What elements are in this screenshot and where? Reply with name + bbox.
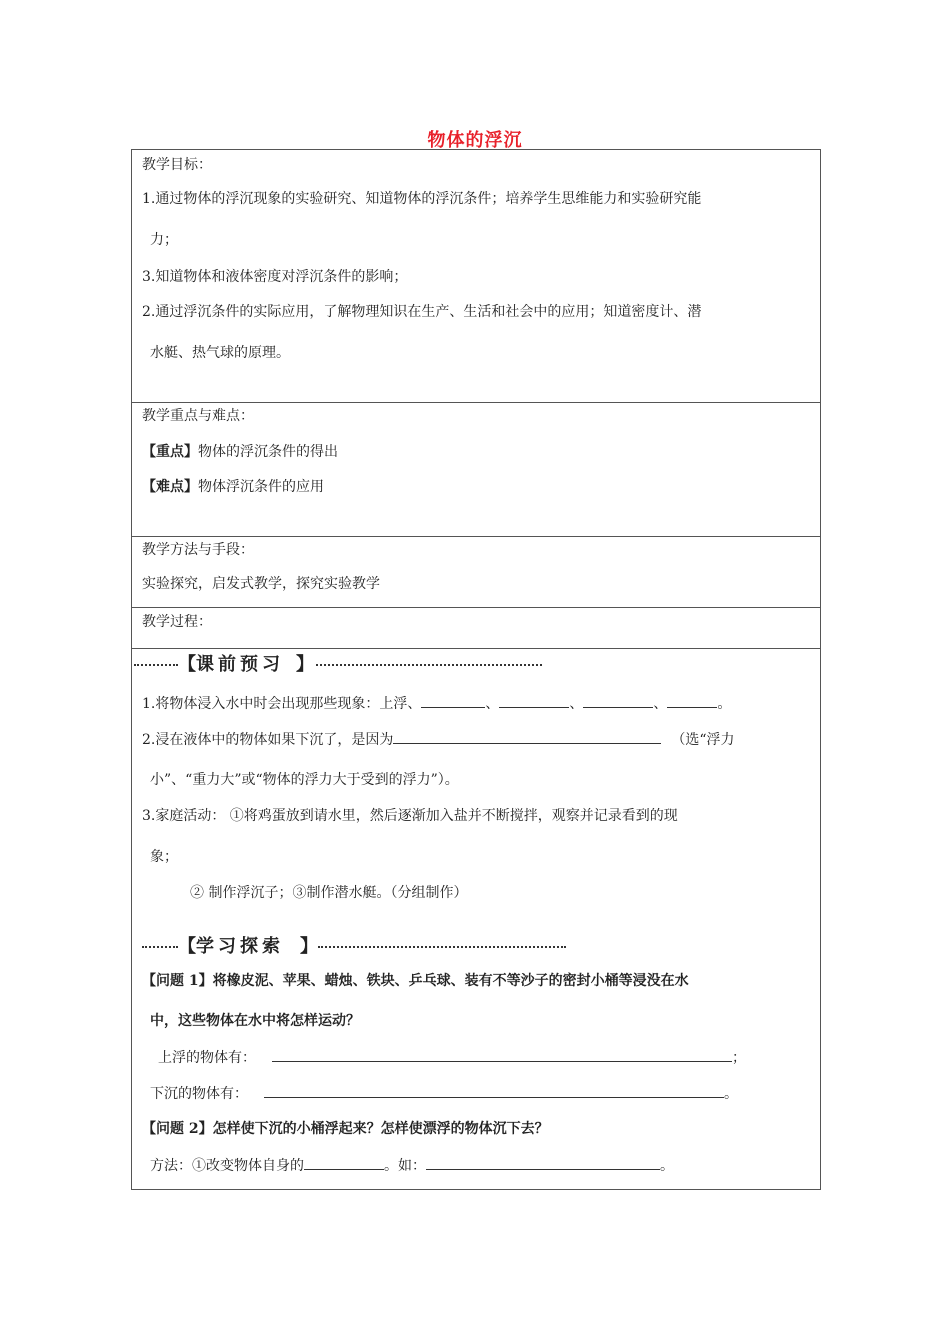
answer-blank[interactable] (667, 693, 717, 708)
difficult-point (142, 477, 324, 497)
problem-2-text: 怎样使下沉的小桶浮起来？怎样使漂浮的物体沉下去？ (212, 1121, 549, 1137)
preview-q1-separator: 、 (485, 696, 500, 712)
method-row (150, 1155, 674, 1176)
answer-blank[interactable] (304, 1155, 384, 1170)
explore-banner-title: 学习探索 (196, 936, 284, 957)
row-divider (132, 607, 820, 608)
preview-q2-prefix: 2.浸在液体中的物体如果下沉了，是因为 (142, 732, 394, 748)
difficult-point-text: 物体浮沉条件的应用 (198, 479, 324, 495)
sink-objects-end: 。 (724, 1086, 738, 1102)
preview-question-1 (142, 693, 731, 714)
objectives-heading: 教学目标： (142, 157, 212, 173)
preview-question-3-line-3: ② 制作浮沉子；③制作潜水艇。（分组制作） (190, 885, 468, 901)
lesson-table (131, 149, 821, 1190)
explore-problem-1-line-1 (142, 971, 689, 991)
explore-banner (132, 934, 572, 960)
answer-blank[interactable] (264, 1083, 724, 1098)
row-divider (132, 402, 820, 403)
methods-text: 实验探究，启发式教学，探究实验教学 (142, 576, 380, 592)
banner-dots-left (142, 946, 178, 948)
preview-question-2 (142, 729, 735, 750)
preview-question-2-line-2: 小”、“重力大”或“物体的浮力大于受到的浮力”）。 (150, 772, 459, 788)
sink-objects-label: 下沉的物体有： (150, 1086, 248, 1102)
float-objects-end: ； (732, 1050, 746, 1066)
row-divider (132, 648, 820, 649)
keypoints-heading: 教学重点与难点： (142, 408, 254, 424)
answer-blank[interactable] (421, 693, 485, 708)
sink-objects-row (150, 1083, 738, 1104)
answer-blank[interactable] (583, 693, 653, 708)
page-title: 物体的浮沉 (427, 130, 523, 151)
process-heading: 教学过程： (142, 614, 212, 630)
banner-bracket-open: 【 (178, 936, 196, 957)
objective-2-line-1: 2.通过浮沉条件的实际应用，了解物理知识在生产、生活和社会中的应用；知道密度计、潜 (142, 304, 702, 320)
problem-2-tag: 【问题 2】 (142, 1121, 213, 1137)
objective-1-line-1: 1.通过物体的浮沉现象的实验研究、知道物体的浮沉条件；培养学生思维能力和实验研究能 (142, 191, 702, 207)
banner-dots-right (318, 946, 566, 948)
difficult-point-tag: 【难点】 (142, 479, 198, 495)
banner-dots-right (316, 664, 542, 666)
float-objects-label: 上浮的物体有： (158, 1050, 256, 1066)
answer-blank[interactable] (499, 693, 569, 708)
row-divider (132, 536, 820, 537)
problem-1-tag: 【问题 1】 (142, 973, 213, 989)
answer-blank[interactable] (272, 1047, 732, 1062)
preview-question-3-line-2: 象； (150, 849, 178, 865)
answer-blank[interactable] (426, 1155, 660, 1170)
key-point (142, 442, 338, 462)
key-point-tag: 【重点】 (142, 444, 198, 460)
answer-blank[interactable] (393, 729, 661, 744)
method-prefix: 方法：①改变物体自身的 (150, 1158, 304, 1174)
preview-q1-separator: 、 (569, 696, 584, 712)
banner-bracket-close: 】 (300, 936, 318, 957)
explore-problem-1-line-2: 中，这些物体在水中将怎样运动？ (150, 1013, 360, 1029)
preview-question-3-line-1: 3.家庭活动： ①将鸡蛋放到请水里，然后逐渐加入盐并不断搅拌，观察并记录看到的现 (142, 808, 678, 824)
objective-3: 3.知道物体和液体密度对浮沉条件的影响； (142, 269, 408, 285)
banner-dots-left (134, 664, 178, 666)
banner-bracket-open: 【 (178, 654, 196, 675)
key-point-text: 物体的浮沉条件的得出 (198, 444, 338, 460)
methods-heading: 教学方法与手段： (142, 542, 254, 558)
preview-banner (132, 652, 552, 678)
method-mid: 。如： (384, 1158, 426, 1174)
float-objects-row (158, 1047, 746, 1068)
method-end: 。 (660, 1158, 674, 1174)
preview-q1-separator: 、 (653, 696, 668, 712)
objective-2-line-2: 水艇、热气球的原理。 (150, 345, 290, 361)
preview-q1-prefix: 1.将物体浸入水中时会出现那些现象：上浮、 (142, 696, 422, 712)
banner-bracket-close: 】 (296, 654, 314, 675)
problem-1-text: 将橡皮泥、苹果、蜡烛、铁块、乒乓球、装有不等沙子的密封小桶等浸没在水 (212, 973, 689, 989)
preview-q2-suffix: （选“浮力 (671, 732, 735, 748)
explore-problem-2 (142, 1119, 549, 1139)
preview-q1-end: 。 (717, 696, 732, 712)
preview-banner-title: 课前预习 (196, 654, 284, 675)
objective-1-line-2: 力； (150, 232, 178, 248)
